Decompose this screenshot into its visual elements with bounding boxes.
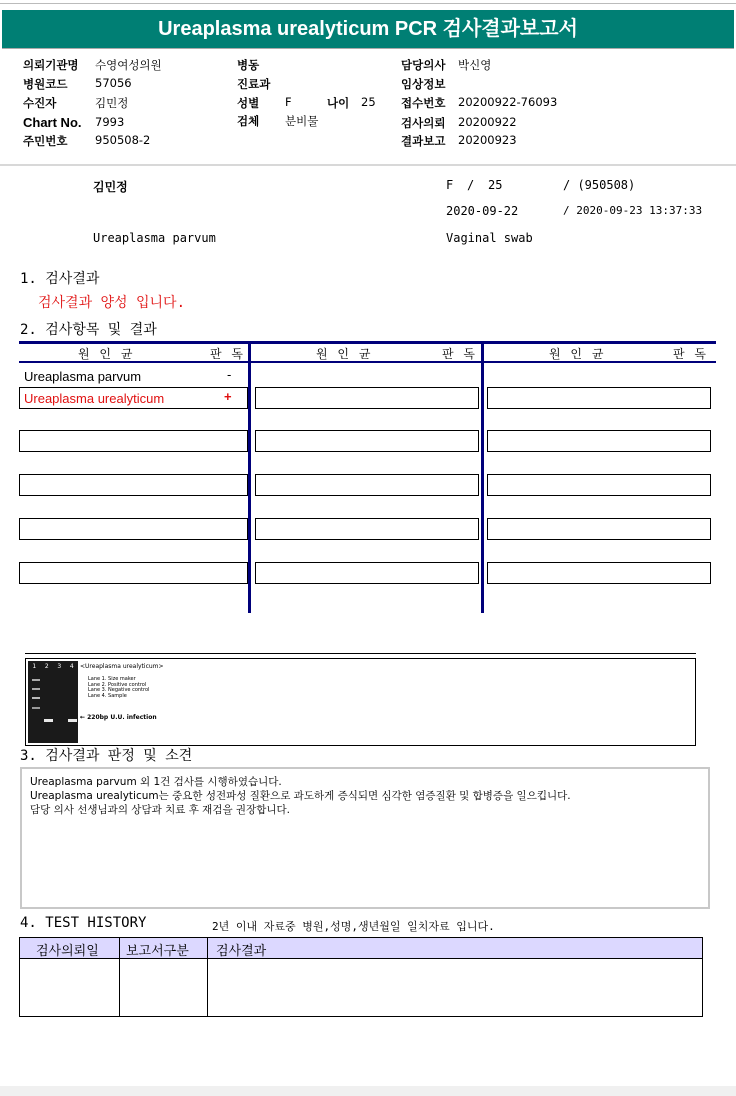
history-col-divider-1 bbox=[119, 937, 120, 1017]
gel-band-sample bbox=[68, 719, 77, 722]
gel-heading: <Ureaplasma urealyticum> bbox=[80, 663, 164, 670]
age-value: 25 bbox=[361, 95, 376, 109]
patient-value: 김민정 bbox=[95, 96, 129, 110]
dept-label: 진료과 bbox=[237, 77, 271, 91]
patient-label: 수진자 bbox=[23, 96, 57, 110]
institution-value: 수영여성의원 bbox=[95, 58, 162, 72]
summary-report-datetime: / 2020-09-23 13:37:33 bbox=[563, 204, 703, 217]
summary-name: 김민정 bbox=[93, 180, 128, 194]
gel-legend bbox=[88, 677, 149, 699]
gel-lane-1: 1 bbox=[32, 663, 37, 670]
doctor-label: 담당의사 bbox=[401, 58, 446, 72]
history-col-divider-2 bbox=[207, 937, 208, 1017]
empty-result-cell bbox=[255, 474, 479, 496]
summary-request-date: 2020-09-22 bbox=[446, 204, 519, 218]
table-divider-2 bbox=[481, 341, 484, 613]
table-top-rule bbox=[19, 341, 716, 344]
gel-legend-3: Lane 3. Negative control bbox=[88, 687, 150, 693]
age-label: 나이 bbox=[327, 96, 350, 110]
gel-lane-3: 3 bbox=[57, 663, 62, 670]
history-col-result: 검사결과 bbox=[216, 944, 267, 959]
header-divider bbox=[0, 164, 736, 166]
resident-value: 950508-2 bbox=[95, 133, 151, 147]
opinion-text bbox=[22, 769, 708, 823]
history-header-rule bbox=[19, 958, 703, 959]
gel-band-ladder-2 bbox=[32, 688, 40, 690]
opinion-line-3: 담당 의사 선생님과의 상담과 치료 후 재검을 권장합니다. bbox=[30, 804, 290, 816]
history-header bbox=[20, 938, 702, 958]
gel-frame bbox=[25, 658, 696, 746]
sex-value: F bbox=[285, 95, 292, 109]
gel-band-ladder-4 bbox=[32, 707, 40, 709]
opinion-line-1: Ureaplasma parvum 외 1건 검사를 시행하였습니다. bbox=[30, 776, 282, 788]
result-text: 검사결과 양성 입니다. bbox=[38, 295, 186, 311]
empty-result-cell bbox=[487, 474, 711, 496]
row-2-pathogen: Ureaplasma urealyticum bbox=[24, 391, 165, 406]
specimen-value: 분비물 bbox=[285, 114, 319, 128]
row-2-cell-3 bbox=[487, 387, 711, 409]
clinical-label: 임상정보 bbox=[401, 77, 446, 91]
report-label: 결과보고 bbox=[401, 134, 446, 148]
empty-result-cell bbox=[19, 430, 248, 452]
summary-birth: / (950508) bbox=[563, 178, 636, 192]
row-1-pathogen: Ureaplasma parvum bbox=[24, 369, 142, 384]
col-pathogen-3: 원 인 균 bbox=[549, 347, 607, 361]
section4-note: 2년 이내 자료중 병원,성명,생년월일 일치자료 입니다. bbox=[212, 920, 495, 933]
empty-result-cell bbox=[255, 562, 479, 584]
row-2-cell-2 bbox=[255, 387, 479, 409]
col-judge-3: 판 독 bbox=[673, 347, 709, 361]
resident-label: 주민번호 bbox=[23, 134, 68, 148]
gel-lane-4: 4 bbox=[69, 663, 74, 670]
request-value: 20200922 bbox=[458, 115, 517, 129]
empty-result-cell bbox=[19, 562, 248, 584]
receipt-label: 접수번호 bbox=[401, 96, 446, 110]
institution-label: 의뢰기관명 bbox=[23, 58, 79, 72]
col-pathogen-2: 원 인 균 bbox=[316, 347, 374, 361]
gel-band-ladder-1 bbox=[32, 679, 40, 681]
gel-image bbox=[28, 661, 78, 743]
col-pathogen-1: 원 인 균 bbox=[78, 347, 136, 361]
table-divider-1 bbox=[248, 341, 251, 613]
request-label: 검사의뢰 bbox=[401, 116, 446, 130]
opinion-line-2: Ureaplasma urealyticum는 중요한 성전파성 질환으로 과도하게 증식되면 심각한 염증질환 및 합병증을 일으킵니다. bbox=[30, 790, 571, 802]
summary-test-name: Ureaplasma parvum bbox=[93, 231, 216, 245]
summary-slash: / bbox=[467, 178, 475, 192]
gel-legend-2: Lane 2. Positive control bbox=[88, 681, 147, 688]
empty-result-cell bbox=[255, 518, 479, 540]
doctor-value: 박신영 bbox=[458, 58, 492, 72]
gel-legend-4: Lane 4. Sample bbox=[88, 692, 127, 699]
empty-result-cell bbox=[19, 518, 248, 540]
summary-age: 25 bbox=[488, 178, 503, 192]
sex-label: 성별 bbox=[237, 96, 260, 110]
empty-result-cell bbox=[487, 430, 711, 452]
empty-result-cell bbox=[255, 430, 479, 452]
col-judge-1: 판 독 bbox=[210, 347, 246, 361]
hospital-code-label: 병원코드 bbox=[23, 77, 68, 91]
gel-legend-1: Lane 1. Size maker bbox=[88, 676, 136, 682]
empty-result-cell bbox=[19, 474, 248, 496]
specimen-label: 검체 bbox=[237, 114, 260, 128]
gel-band-positive bbox=[44, 719, 53, 722]
row-2-result: + bbox=[224, 389, 232, 404]
receipt-value: 20200922-76093 bbox=[458, 95, 558, 109]
col-judge-2: 판 독 bbox=[442, 347, 478, 361]
empty-result-cell bbox=[487, 562, 711, 584]
gel-lane-labels bbox=[28, 663, 78, 670]
report-title: Ureaplasma urealyticum PCR 검사결과보고서 bbox=[2, 10, 734, 49]
section3-title: 3. 검사결과 판정 및 소견 bbox=[20, 748, 193, 764]
history-col-request: 검사의뢰일 bbox=[36, 944, 99, 959]
top-border bbox=[0, 3, 736, 4]
gel-band-ladder-3 bbox=[32, 697, 40, 699]
summary-sex: F bbox=[446, 178, 454, 192]
report-value: 20200923 bbox=[458, 133, 517, 147]
chart-value: 7993 bbox=[95, 115, 125, 129]
section2-title: 2. 검사항목 및 결과 bbox=[20, 322, 157, 338]
section4-title: 4. TEST HISTORY bbox=[20, 915, 147, 931]
hospital-code-value: 57056 bbox=[95, 76, 132, 90]
chart-label: Chart No. bbox=[23, 115, 82, 130]
gel-lane-2: 2 bbox=[44, 663, 49, 670]
opinion-box bbox=[20, 767, 710, 909]
gel-top-rule bbox=[25, 653, 696, 654]
history-col-type: 보고서구분 bbox=[126, 944, 189, 959]
gel-arrow-label: ← 220bp U.U. infection bbox=[80, 714, 157, 721]
row-1-result: - bbox=[227, 367, 232, 382]
empty-result-cell bbox=[487, 518, 711, 540]
ward-label: 병동 bbox=[237, 58, 260, 72]
summary-specimen: Vaginal swab bbox=[446, 231, 533, 245]
section1-title: 1. 검사결과 bbox=[20, 271, 100, 287]
